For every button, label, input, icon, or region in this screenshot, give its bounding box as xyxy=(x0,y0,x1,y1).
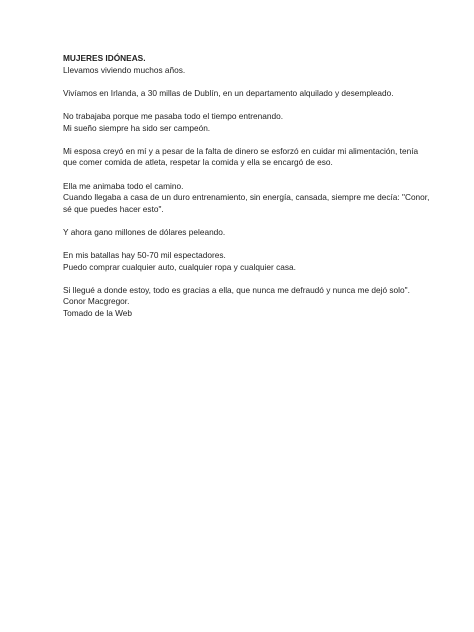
document-title: MUJERES IDÓNEAS. xyxy=(63,53,146,63)
paragraph-dublin: Vivíamos en Irlanda, a 30 millas de Dublín, en un departamento alquilado y desempleado. xyxy=(63,87,394,98)
document-body xyxy=(63,53,430,331)
paragraph-encourage-line-3: sé que puedes hacer esto". xyxy=(63,203,164,214)
source-line: Tomado de la Web xyxy=(63,308,133,319)
paragraph-spectators-line-2: Puedo comprar cualquier auto, cualquier ropa y cualquier casa. xyxy=(63,261,296,272)
paragraph-spectators-line-1: En mis batallas hay 50-70 mil espectadores. xyxy=(63,250,226,261)
paragraph-training-line-2: Mi sueño siempre ha sido ser campeón. xyxy=(63,122,211,133)
paragraph-wife-line-2: que comer comida de atleta, respetar la comida y ella se encargó de eso. xyxy=(63,157,333,168)
paragraph-encourage-line-1: Ella me animaba todo el camino. xyxy=(63,180,184,191)
paragraph-training-line-1: No trabajaba porque me pasaba todo el tiempo entrenando. xyxy=(63,110,284,121)
paragraph-encourage-line-2: Cuando llegaba a casa de un duro entrenamiento, sin energía, cansada, siempre me decía: "Conor, xyxy=(63,192,430,203)
paragraph-closing-line-1: Si llegué a donde estoy, todo es gracias a ella, que nunca me defraudó y nunca me dejó solo". xyxy=(63,284,410,295)
paragraph-wife-line-1: Mi esposa creyó en mí y a pesar de la falta de dinero se esforzó en cuidar mi alimentación, tenía xyxy=(63,145,419,156)
intro-line: Llevamos viviendo muchos años. xyxy=(63,64,186,75)
author-line: Conor Macgregor. xyxy=(63,296,130,307)
paragraph-millions: Y ahora gano millones de dólares peleando. xyxy=(63,226,226,237)
